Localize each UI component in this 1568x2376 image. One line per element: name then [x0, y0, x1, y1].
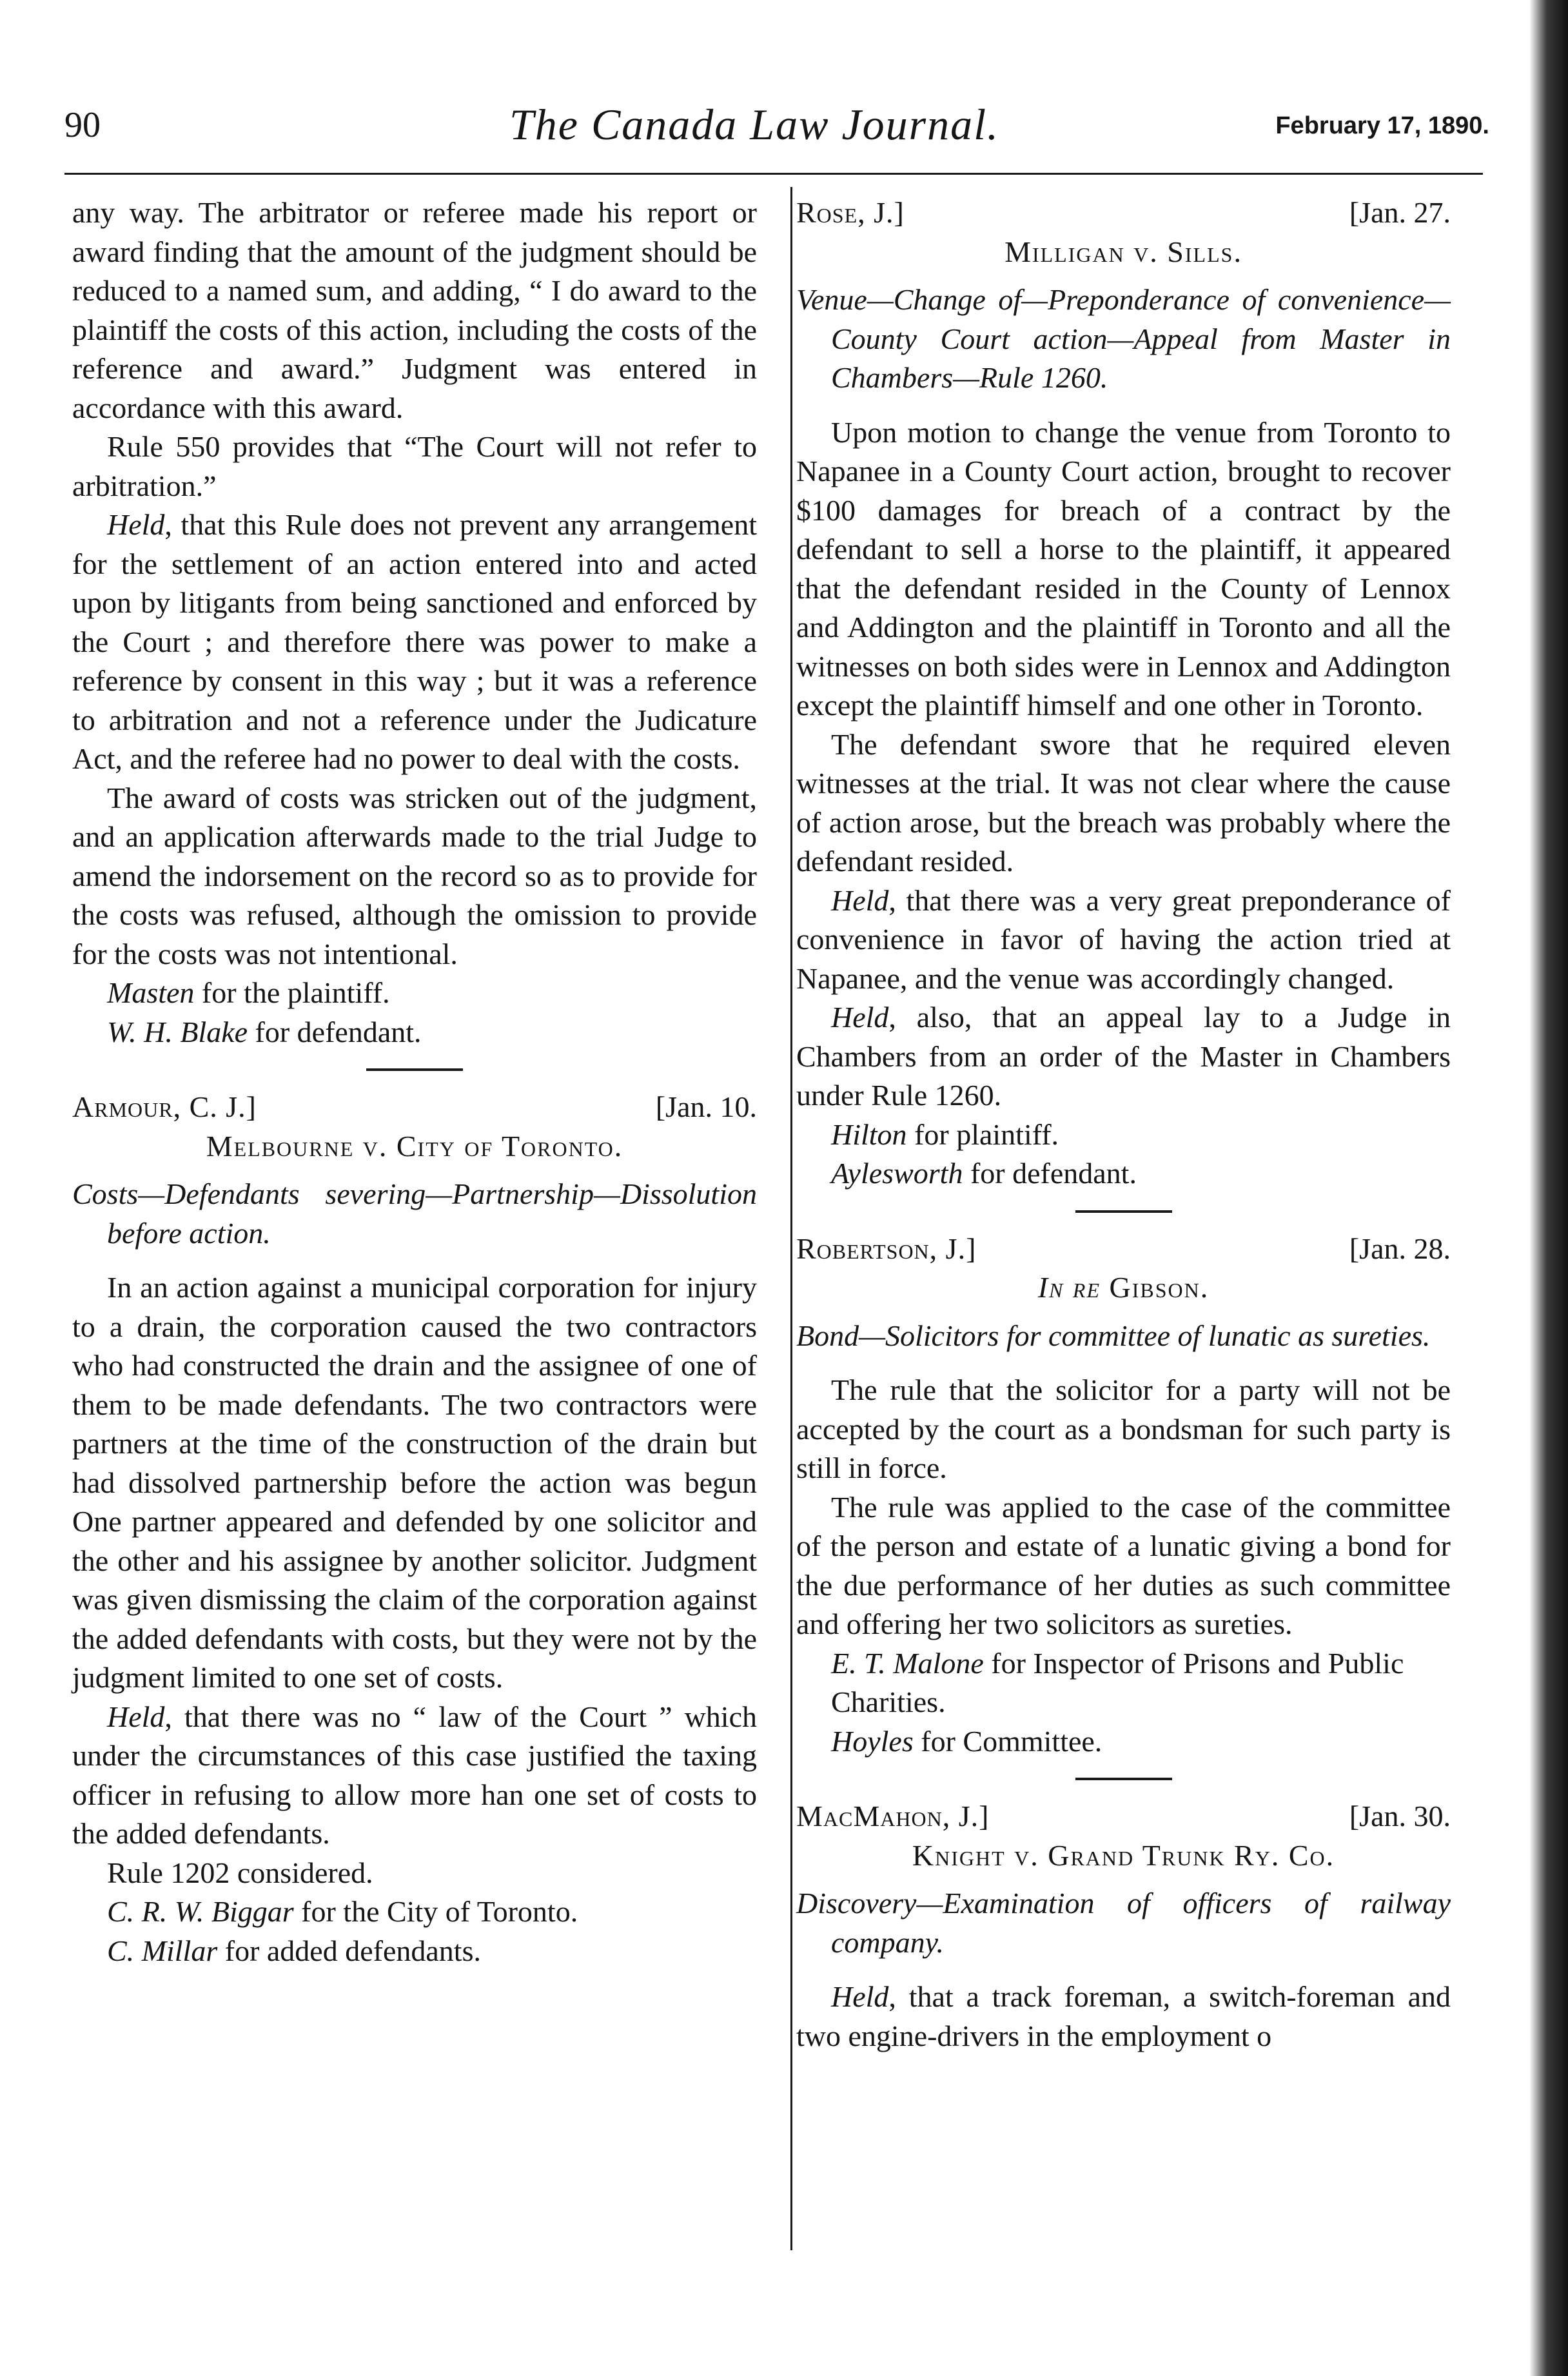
held-text: , that a track foreman, a switch-foreman and two engine-drivers in the employment o — [796, 1980, 1451, 2052]
counsel-line — [796, 1644, 1451, 1722]
judge-name: Armour, C. J.] — [72, 1090, 257, 1123]
case-date: [Jan. 28. — [1349, 1232, 1451, 1265]
counsel-name: Hilton — [831, 1117, 907, 1151]
page-number: 90 — [64, 105, 101, 145]
counsel-role: for plaintiff. — [906, 1117, 1059, 1151]
case-paragraph: Upon motion to change the venue from Toronto to Napanee in a County Court action, brought to recover $100 damages for breach of a contract by the defendant to sell a horse to the plaintiff, it appeared that the defendant resided in the County of Lennox and Addington and the plaintiff in Toronto and all the witnesses on both sides were in Lennox and Addington except the plaintiff himself and one other in Toronto. — [796, 415, 1451, 722]
counsel-line — [796, 1115, 1451, 1155]
counsel-line — [72, 974, 757, 1013]
case-paragraph: The defendant swore that he required eleven witnesses at the trial. It was not clear where the cause of action arose, but the breach was probably where the defendant resided. — [796, 727, 1451, 878]
held-paragraph — [72, 506, 757, 779]
held-label: Held — [107, 1700, 165, 1733]
left-column — [72, 193, 757, 1970]
case-separator — [366, 1068, 463, 1071]
held-text: , that there was no “ law of the Court ” which under the circumstances of this case justified the taxing officer in refusing to allow more han one set of costs to the added defendants. — [72, 1700, 757, 1850]
held-paragraph — [796, 881, 1451, 999]
rule-paragraph: Rule 550 provides that “The Court will not refer to arbitration.” — [72, 430, 757, 502]
case-title-prefix: In re — [1037, 1271, 1101, 1304]
rule-line: Rule 1202 considered. — [107, 1856, 373, 1889]
counsel-name: W. H. Blake — [107, 1015, 248, 1048]
case-header — [796, 193, 1451, 233]
counsel-name: E. T. Malone — [831, 1646, 984, 1680]
headnote: Discovery—Examination of officers of railway company. — [796, 1887, 1451, 1959]
case-date: [Jan. 30. — [1349, 1800, 1451, 1832]
counsel-role: for the City of Toronto. — [293, 1895, 578, 1928]
counsel-name: C. R. W. Biggar — [107, 1895, 294, 1928]
award-paragraph: The award of costs was stricken out of the judgment, and an application afterwards made to the trial Judge to amend the indorsement on the record so as to provide for the costs was refused, although the omission to provide for the costs was not intentional. — [72, 781, 757, 970]
held-paragraph — [796, 1978, 1451, 2056]
held-label: Held — [831, 1980, 889, 2013]
held-label: Held — [831, 1001, 889, 1034]
counsel-role: for Inspector of Prisons and Public Charities. — [831, 1646, 1404, 1718]
counsel-name: Hoyles — [831, 1724, 914, 1758]
held-paragraph — [72, 1698, 757, 1854]
case-title-name: Gibson. — [1101, 1271, 1210, 1304]
issue-date: February 17, 1890. — [1275, 112, 1489, 139]
counsel-line — [796, 1154, 1451, 1193]
case-header — [796, 1230, 1451, 1269]
held-paragraph — [796, 998, 1451, 1115]
case-paragraph: The rule that the solicitor for a party will not be accepted by the court as a bondsman for such party is still in force. — [796, 1373, 1451, 1484]
case-separator — [1075, 1778, 1172, 1780]
judge-name: Rose, J.] — [796, 196, 905, 229]
held-label: Held — [831, 883, 889, 917]
held-text: , that this Rule does not prevent any arrangement for the settlement of an action entered into and acted upon by litigants from being sanctioned and enforced by the Court ; and therefore there was power to make a reference by consent in this way ; but it was a reference to arbitration and not a reference under the Judicature Act, and the referee had no power to deal with the costs. — [72, 508, 757, 775]
case-title: Melbourne v. City of Toronto. — [206, 1129, 623, 1163]
held-text: , that there was a very great preponderance of convenience in favor of having the action tried at Napanee, and the venue was accordingly changed. — [796, 883, 1451, 995]
headnote: Costs—Defendants severing—Partnership—Dissolution before action. — [72, 1177, 757, 1250]
case-title — [796, 1268, 1451, 1308]
case-title: Knight v. Grand Trunk Ry. Co. — [912, 1838, 1335, 1872]
page-header — [0, 90, 1502, 161]
counsel-line — [72, 1932, 757, 1971]
continued-paragraph: any way. The arbitrator or referee made his report or award finding that the amount of the judgment should be reduced to a named sum, and adding, “ I do award to the plaintiff the costs of this action, including the costs of the reference and award.” Judgment was entered in accordance with this award. — [72, 196, 757, 424]
journal-title: The Canada Law Journal. — [509, 100, 1000, 149]
case-paragraph: In an action against a municipal corporation for injury to a drain, the corporation caused the two contractors who had constructed the drain and the assignee of one of them to be made defendants. The two contractors were partners at the time of the construction of the drain but had dissolved partnership before the action was begun One partner appeared and defended by one solicitor and the other and his assignee by another solicitor. Judgment was given dismissing the claim of the corporation against the added defendants with costs, but they were not by the judgment limited to one set of costs. — [72, 1271, 757, 1694]
held-text: , also, that an appeal lay to a Judge in Chambers from an order of the Master in Chambers under Rule 1260. — [796, 1001, 1451, 1112]
scan-edge-shadow — [1529, 0, 1568, 2376]
counsel-role: for added defendants. — [217, 1934, 481, 1967]
counsel-role: for defendant. — [248, 1015, 422, 1048]
counsel-line — [796, 1722, 1451, 1762]
case-date: [Jan. 10. — [655, 1090, 757, 1123]
held-label: Held — [107, 508, 165, 541]
counsel-name: Masten — [107, 976, 195, 1009]
column-divider — [790, 187, 792, 2250]
case-title: Milligan v. Sills. — [1004, 235, 1242, 268]
case-paragraph: The rule was applied to the case of the committee of the person and estate of a lunatic giving a bond for the due performance of her duties as such committee and offering her two solicitors as sureties. — [796, 1490, 1451, 1640]
counsel-role: for the plaintiff. — [194, 976, 390, 1009]
counsel-name: C. Millar — [107, 1934, 218, 1967]
header-rule — [64, 173, 1483, 175]
case-header — [72, 1088, 757, 1127]
counsel-line — [72, 1892, 757, 1932]
counsel-name: Aylesworth — [831, 1157, 963, 1190]
case-date: [Jan. 27. — [1349, 196, 1451, 229]
counsel-role: for Committee. — [913, 1724, 1102, 1758]
judge-name: MacMahon, J.] — [796, 1800, 990, 1832]
counsel-line — [72, 1013, 757, 1052]
counsel-role: for defendant. — [963, 1157, 1137, 1190]
case-header — [796, 1797, 1451, 1836]
headnote: Venue—Change of—Preponderance of convenience—County Court action—Appeal from Master in Chambers—Rule 1260. — [796, 283, 1451, 394]
right-column — [796, 193, 1451, 2056]
judge-name: Robertson, J.] — [796, 1232, 977, 1265]
case-separator — [1075, 1210, 1172, 1213]
headnote: Bond—Solicitors for committee of lunatic as sureties. — [796, 1319, 1431, 1352]
